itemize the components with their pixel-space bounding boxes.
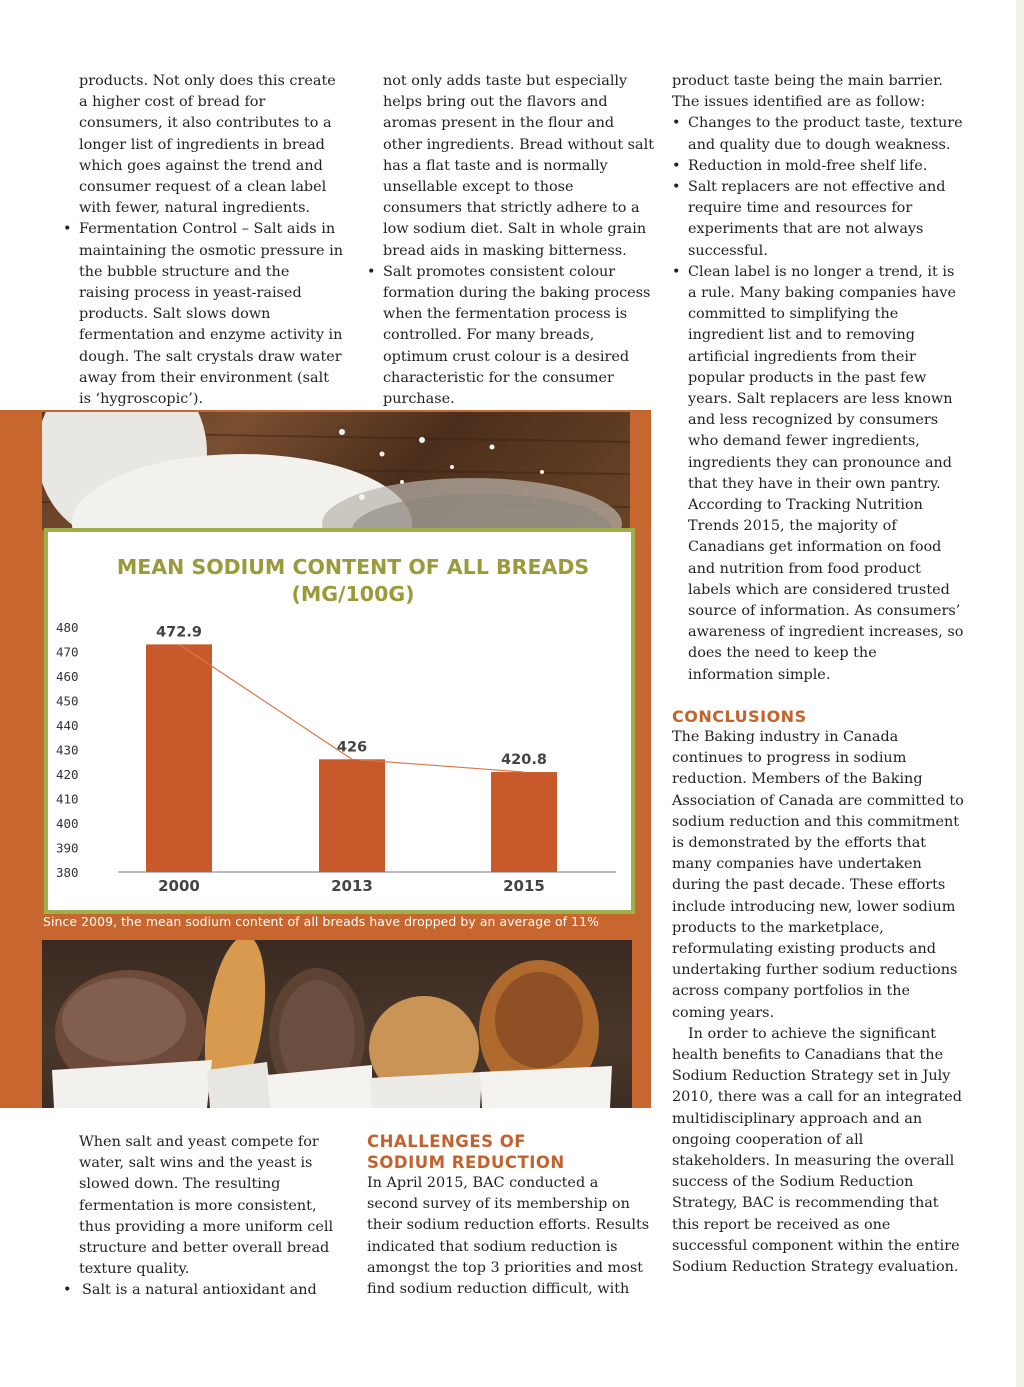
y-tick-label: 470 — [56, 644, 79, 660]
column-3 — [672, 71, 964, 1278]
bottom-left-paragraph: When salt and yeast compete for water, salt wins and the yeast is slowed down. The resulting fermentation is more consistent, thus providing a more uniform cell structure and better overall bread texture quality. — [79, 1134, 334, 1278]
challenges-paragraph: In April 2015, BAC conducted a second survey of its membership on their sodium reduction efforts. Results indicated that sodium reduction is amongst the top 3 priorities and most find sodium reduction difficult, with — [367, 1175, 650, 1298]
challenges-heading — [367, 1131, 652, 1173]
challenges-heading-line-1: CHALLENGES OF — [367, 1132, 527, 1151]
bar-2013 — [319, 759, 385, 872]
y-tick-label: 420 — [56, 767, 79, 782]
column-2-list — [367, 262, 657, 410]
column-1-paragraph: products. Not only does this create a higher cost of bread for consumers, it also contributes to a longer list of ingredients in bread which goes against the trend and consumer request of a clean label with fewer, natural ingredients. — [79, 73, 336, 217]
chart-caption: Since 2009, the mean sodium content of all breads have dropped by an average of 11% — [43, 914, 600, 929]
column-3-intro: product taste being the main barrier. The issues identified are as follow: — [672, 73, 944, 111]
y-tick-label: 450 — [56, 693, 79, 709]
chart-canvas — [48, 532, 631, 910]
column-2 — [367, 71, 657, 410]
bottom-left-list — [63, 1280, 348, 1301]
salt-photo — [42, 412, 630, 530]
bread-illustration — [42, 940, 632, 1108]
list-item: • Salt replacers are not effective and require time and resources for experiments that are not always successful. — [672, 177, 964, 262]
y-tick-label: 460 — [56, 669, 79, 684]
y-tick-label: 390 — [56, 840, 79, 856]
x-tick-label: 2013 — [331, 877, 373, 895]
bread-photo — [42, 940, 632, 1108]
challenges-heading-line-2: SODIUM REDUCTION — [367, 1153, 565, 1172]
chart-title-line-1: MEAN SODIUM CONTENT OF ALL BREADS — [116, 555, 590, 579]
list-item: • Fermentation Control – Salt aids in maintaining the osmotic pressure in the bubble structure and the raising process in yeast-raised products. Salt slows down fermentation and enzyme activity in dough. The salt crystals draw water away from their environment (salt is ‘hygroscopic’). — [63, 219, 343, 410]
y-tick-label: 430 — [56, 742, 79, 758]
column-3-list — [672, 113, 964, 685]
column-2-paragraph: not only adds taste but especially helps bring out the flavors and aromas present in the flour and other ingredients. Bread without salt has a flat taste and is normally unsellable except to those consumers that strictly adhere to a low sodium diet. Salt in whole grain bread aids in masking bitterness. — [383, 73, 655, 259]
y-tick-label: 400 — [56, 816, 79, 831]
bottom-middle-column — [367, 1131, 652, 1300]
bar-value-label: 420.8 — [501, 752, 547, 769]
column-1 — [63, 71, 343, 410]
conclusions-paragraph-2: In order to achieve the significant health benefits to Canadians that the Sodium Reduction Strategy set in July 2010, there was a call for an integrated multidisciplinary approach and an ongoing cooperation of all stakeholders. In measuring the overall success of the Sodium Reduction Strategy, BAC is recommending that this report be received as one successful component within the entire Sodium Reduction Strategy evaluation. — [672, 1025, 962, 1275]
column-1-list — [63, 219, 343, 410]
x-tick-label: 2015 — [503, 877, 545, 895]
list-item: • Changes to the product taste, texture and quality due to dough weakness. — [672, 113, 964, 155]
bar-2000 — [146, 644, 212, 872]
salt-illustration — [42, 412, 630, 530]
bar-value-label: 426 — [336, 739, 368, 756]
sodium-chart — [44, 528, 635, 914]
y-tick-label: 410 — [56, 791, 79, 807]
bottom-left-column — [63, 1132, 348, 1302]
x-tick-label: 2000 — [158, 877, 200, 895]
chart-title-line-2: (MG/100G) — [291, 582, 415, 606]
conclusions-heading: CONCLUSIONS — [672, 706, 807, 726]
y-tick-label: 380 — [56, 865, 79, 880]
conclusions-paragraph-1: The Baking industry in Canada continues to progress in sodium reduction. Members of the Baking Association of Canada are committed to sodium reduction and this commitment is demonstrated by the efforts that many companies have undertaken during the past decade. These efforts include introducing new, lower sodium products to the marketplace, reformulating existing products and undertaking further sodium reductions across company portfolios in the coming years. — [672, 728, 964, 1021]
list-item: • Reduction in mold-free shelf life. — [672, 156, 964, 177]
y-tick-label: 440 — [56, 718, 79, 733]
bar-2015 — [491, 772, 557, 872]
list-item: • Salt is a natural antioxidant and — [63, 1280, 348, 1301]
page-edge — [1016, 0, 1024, 1387]
list-item: • Salt promotes consistent colour formation during the baking process when the fermentation process is controlled. For many breads, optimum crust colour is a desired characteristic for the consumer purchase. — [367, 262, 657, 410]
list-item: • Clean label is no longer a trend, it is a rule. Many baking companies have committed to simplifying the ingredient list and to removing artificial ingredients from their popular products in the past few years. Salt replacers are less known and less recognized by consumers who demand fewer ingredients, ingredients they can pronounce and that they have in their own pantry. According to Tracking Nutrition Trends 2015, the majority of Canadians get information on food and nutrition from food product labels which are considered trusted source of information. As consumers’ awareness of ingredient increases, so does the need to keep the information simple. — [672, 262, 964, 686]
bar-value-label: 472.9 — [156, 624, 202, 641]
y-tick-label: 480 — [56, 620, 79, 635]
